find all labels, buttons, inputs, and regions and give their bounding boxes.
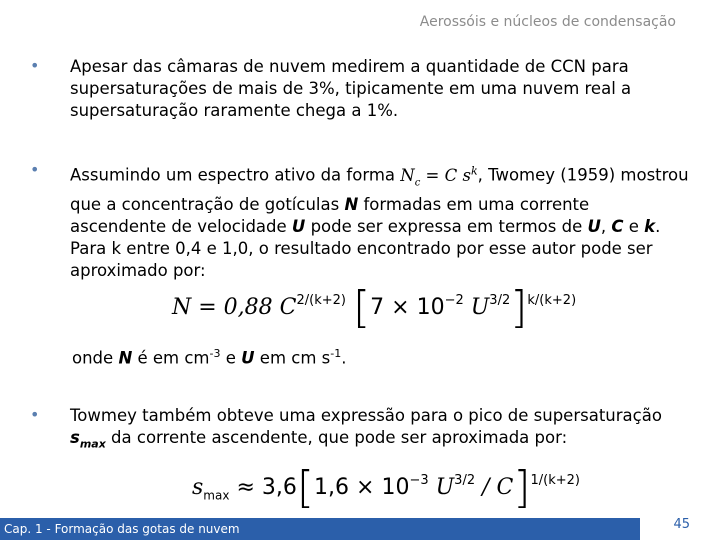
bullet-icon: •	[30, 56, 40, 75]
bullet-item-1	[30, 56, 690, 122]
bullet-icon: •	[30, 160, 40, 179]
page-number: 45	[673, 517, 690, 532]
bullet-item-3	[30, 405, 690, 455]
bullet-item-2	[30, 160, 690, 282]
bullet-text-1: Apesar das câmaras de nuvem medirem a quantidade de CCN para supersaturações de mais de 3%, tipicamente em uma nuvem real a supersaturação raramente chega a 1%.	[70, 57, 632, 120]
footer-bar	[0, 518, 640, 540]
droplet-concentration-equation: N = 0,88 $C^{2/(k+2)}$ [$7 \times 10^{-2}$ $U^{3/2}]^{k/(k+2)}$	[172, 282, 577, 333]
slide-header-title: Aerossóis e núcleos de condensação	[419, 14, 676, 30]
spectrum-formula: $N_c = C$ $s^k$	[400, 164, 478, 188]
bullet-text-3: Towmey também obteve uma expressão para o pico de supersaturação $s_{max}$ da corrente ascendente, que pode ser aproximada por:	[70, 406, 662, 451]
bullet-text-2: Assumindo um espectro ativo da forma $N_c = C$ $s^k$, Twomey (1959) mostrou que a concentração de gotículas N formadas em uma corrente ascendente de velocidade U pode ser expressa em termos de U, C e k. Para k entre 0,4 e 1,0, o resultado encontrado por esse autor pode ser aproximado por:	[70, 164, 689, 280]
units-note: onde N é em $cm^{-3}$ e U em cm $s^{-1}$.	[72, 347, 347, 368]
bullet-icon: •	[30, 405, 40, 424]
smax-var: $s_{max}$	[70, 428, 106, 451]
footer-chapter-label: Cap. 1 - Formação das gotas de nuvem	[4, 522, 240, 536]
supersaturation-equation: $s_{max} \approx 3,6[1,6 \times 10^{-3}$ $U^{3/2} / C]^{1/(k+2)}$	[192, 462, 580, 513]
